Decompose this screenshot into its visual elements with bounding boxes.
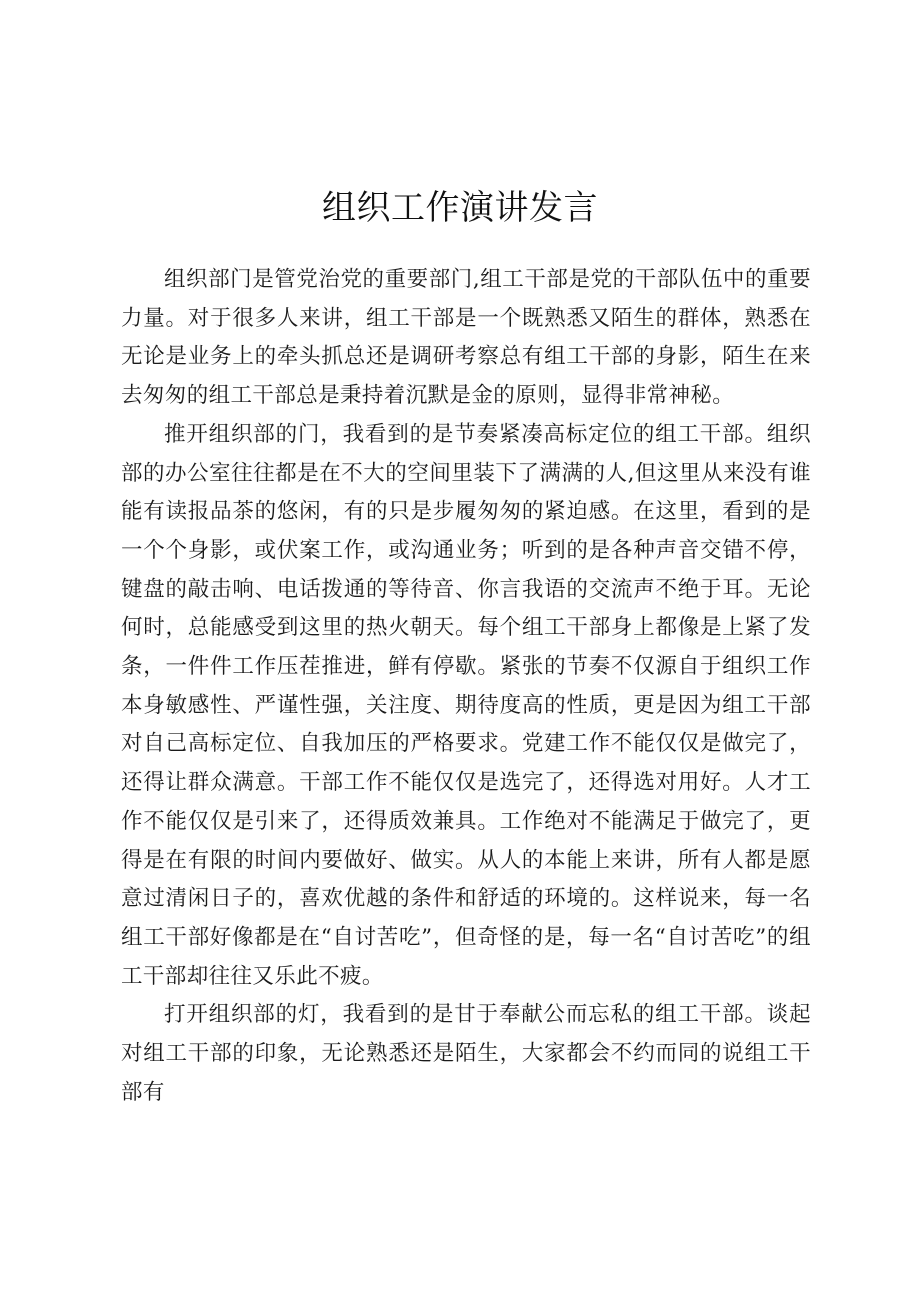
document-body [121, 261, 811, 1112]
document-title: 组织工作演讲发言 [322, 188, 598, 228]
paragraph-1: 组织部门是管党治党的重要部门,组工干部是党的干部队伍中的重要力量。对于很多人来讲，组工干部是一个既熟悉又陌生的群体，熟悉在无论是业务上的牵头抓总还是调研考察总有组工干部的身影，陌生在来去匆匆的组工干部总是秉持着沉默是金的原则，显得非常神秘。 [121, 267, 811, 409]
paragraph-2: 推开组织部的门，我看到的是节奏紧凑高标定位的组工干部。组织部的办公室往往都是在不大的空间里装下了满满的人,但这里从来没有谁能有读报品茶的悠闲，有的只是步履匆匆的紧迫感。在这里，看到的是一个个身影，或伏案工作，或沟通业务；听到的是各种声音交错不停，键盘的敲击响、电话拨通的等待音、你言我语的交流声不绝于耳。无论何时，总能感受到这里的热火朝天。每个组工干部身上都像是上紧了发条，一件件工作压茬推进，鲜有停歇。紧张的节奏不仅源自于组织工作本身敏感性、严谨性强，关注度、期待度高的性质，更是因为组工干部对自己高标定位、自我加压的严格要求。党建工作不能仅仅是做完了，还得让群众满意。干部工作不能仅仅是选完了，还得选对用好。人才工作不能仅仅是引来了，还得质效兼具。工作绝对不能满足于做完了，更得是在有限的时间内要做好、做实。从人的本能上来讲，所有人都是愿意过清闲日子的，喜欢优越的条件和舒适的环境的。这样说来，每一名组工干部好像都是在“自讨苦吃”，但奇怪的是，每一名“自讨苦吃”的组工干部却往往又乐此不疲。 [121, 421, 811, 989]
paragraph-3: 打开组织部的灯，我看到的是甘于奉献公而忘私的组工干部。谈起对组工干部的印象，无论熟悉还是陌生，大家都会不约而同的说组工干部有 [121, 1002, 811, 1105]
